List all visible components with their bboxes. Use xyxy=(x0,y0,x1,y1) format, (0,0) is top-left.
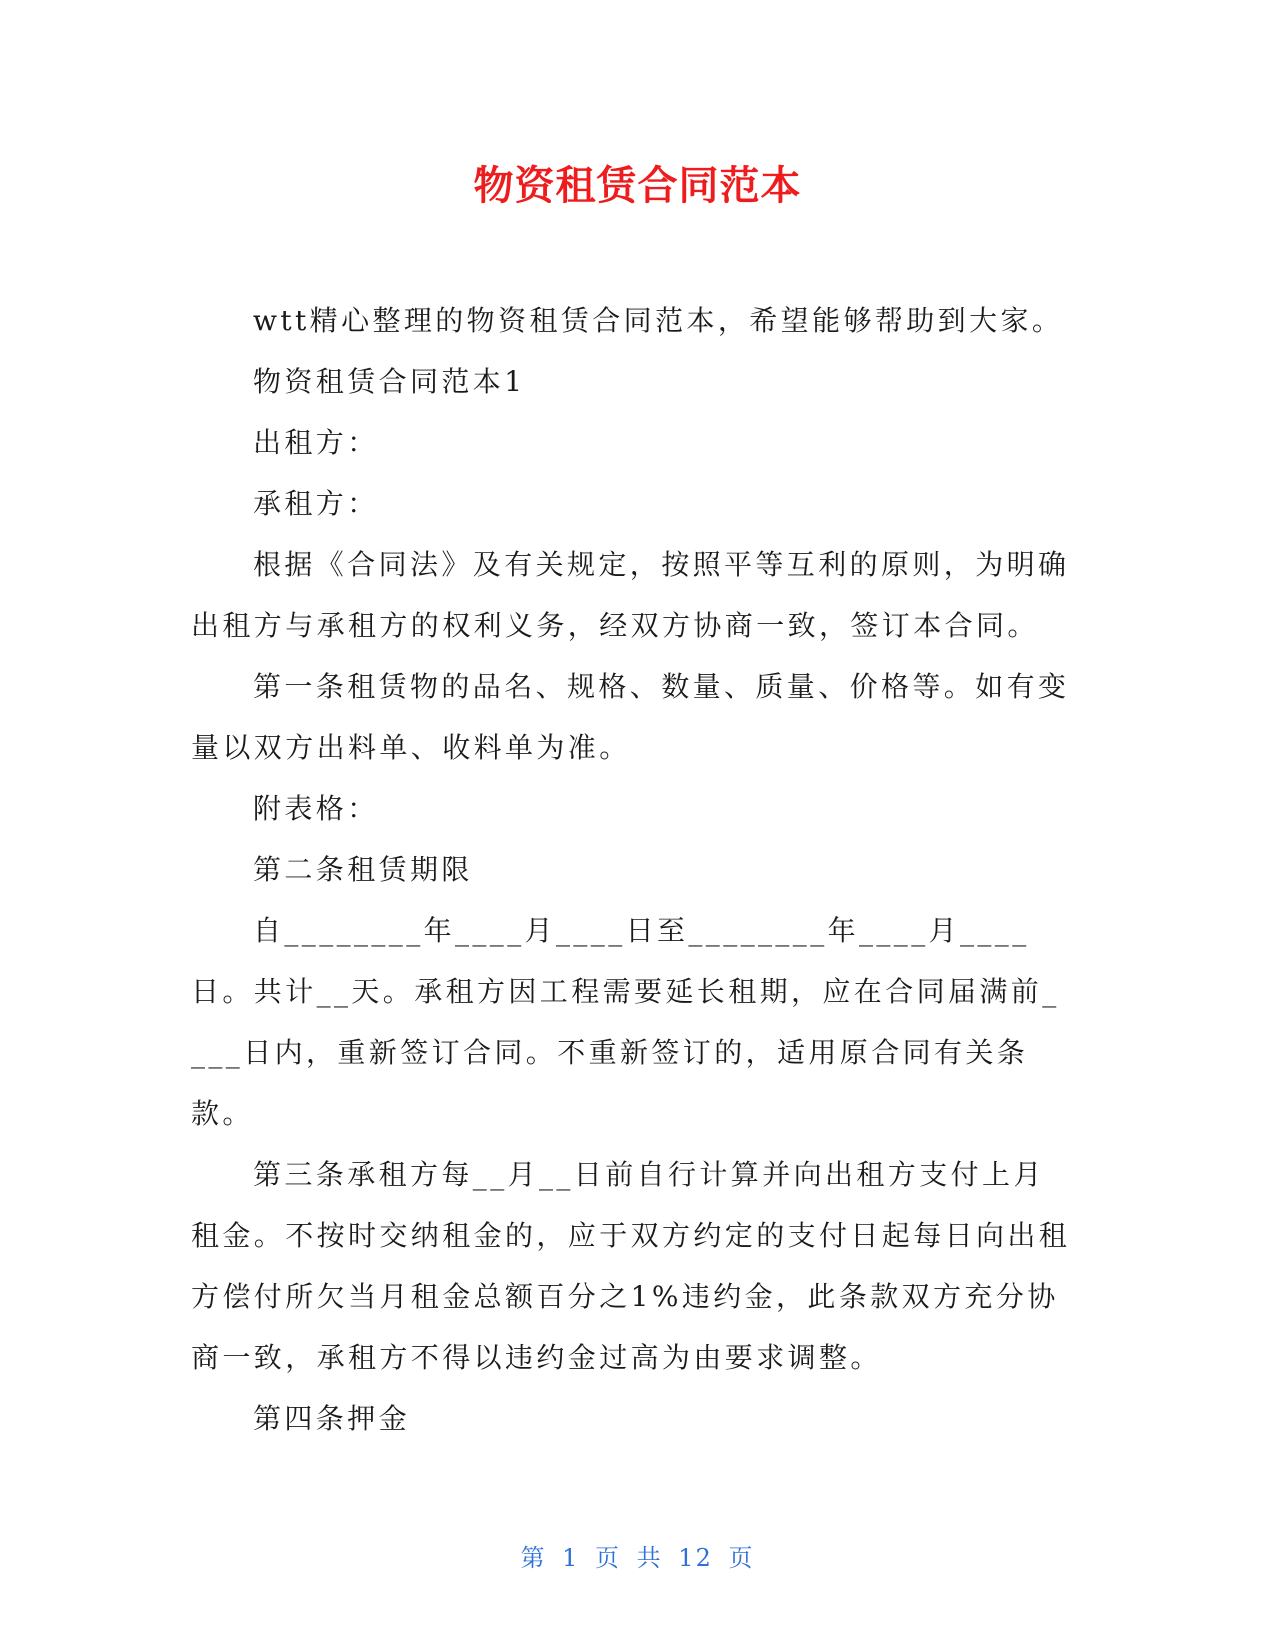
article-4-heading: 第四条押金 xyxy=(253,1402,411,1435)
lease-term-paragraph: 自________年____月____日至________年____月____日。共计__天。承租方因工程需要延长租期，应在合同届满前____日内，重新签订合同。不重新签订的，适用原合同有关条款。 xyxy=(191,914,1060,1130)
attached-table-label: 附表格： xyxy=(253,792,379,825)
document-body xyxy=(191,290,1071,1449)
page-number-footer: 第 1 页 共 12 页 xyxy=(520,1544,755,1572)
contract-heading: 物资租赁合同范本1 xyxy=(253,365,526,398)
article-1-paragraph: 第一条租赁物的品名、规格、数量、质量、价格等。如有变量以双方出料单、收料单为准。 xyxy=(191,670,1070,764)
article-3-paragraph: 第三条承租方每__月__日前自行计算并向出租方支付上月租金。不按时交纳租金的，应于双方约定的支付日起每日向出租方偿付所欠当月租金总额百分之1%违约金，此条款双方充分协商一致，承租方不得以违约金过高为由要求调整。 xyxy=(191,1158,1071,1374)
document-title: 物资租赁合同范本 xyxy=(473,163,802,209)
intro-paragraph: wtt精心整理的物资租赁合同范本，希望能够帮助到大家。 xyxy=(253,304,1064,337)
lessee-label: 承租方： xyxy=(253,487,379,520)
lessor-label: 出租方： xyxy=(253,426,379,459)
article-2-heading: 第二条租赁期限 xyxy=(253,853,473,886)
preamble-paragraph: 根据《合同法》及有关规定，按照平等互利的原则，为明确出租方与承租方的权利义务，经双方协商一致，签订本合同。 xyxy=(191,548,1070,642)
